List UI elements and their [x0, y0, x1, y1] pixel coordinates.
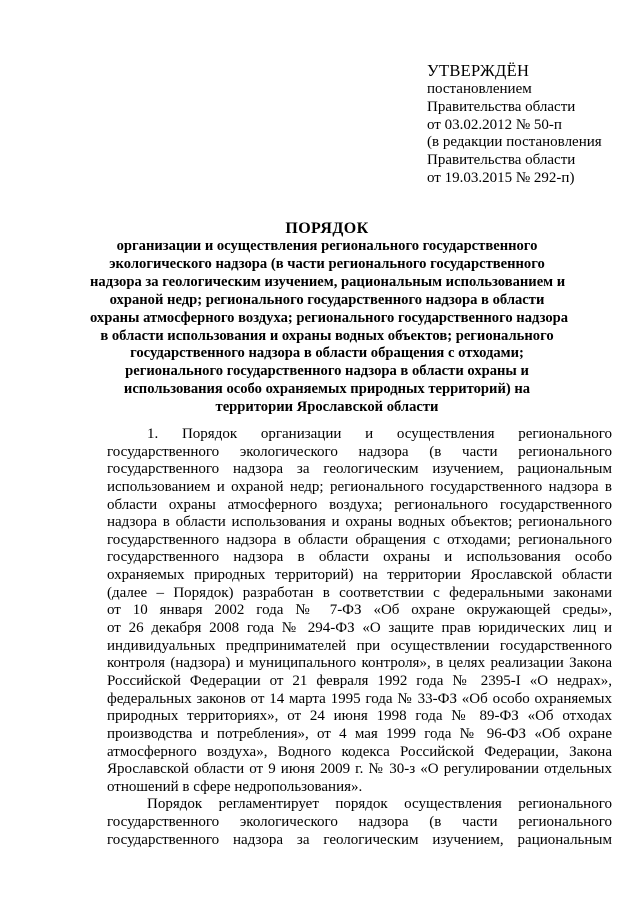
- text-line: области охраны атмосферного воздуха; регионального государственного: [107, 496, 612, 513]
- document-title-block: [90, 219, 569, 417]
- text-line: атмосферного воздуха», Водного кодекса Российской Федерации, Закона: [107, 743, 612, 760]
- text-line: Порядок регламентирует порядок осуществления регионального: [147, 796, 612, 813]
- document-subtitle-line: регионального государственного надзора в области охраны и: [125, 363, 529, 380]
- approval-heading: УТВЕРЖДЁН: [427, 61, 530, 80]
- text-line: государственного экологического надзора (в части регионального: [107, 443, 612, 460]
- document-subtitle-line: использования особо охраняемых природных территорий) на: [123, 381, 531, 398]
- document-subtitle-line: экологического надзора (в части регионального государственного: [109, 255, 545, 272]
- text-line: (далее – Порядок) разработан в соответствии с федеральными законами: [107, 584, 612, 601]
- text-line: государственного надзора за геологическим изучением, рациональным: [107, 461, 612, 478]
- approval-line: Правительства области: [427, 98, 576, 115]
- text-line: государственного экологического надзора (в части регионального: [107, 814, 612, 831]
- paragraph-1: [107, 426, 612, 796]
- text-line: государственного надзора в области охраны и использования особо: [107, 549, 612, 566]
- text-line: производства и потребления», от 4 мая 1999 года № 96-ФЗ «Об охране: [107, 725, 612, 742]
- approval-line: от 03.02.2012 № 50-п: [427, 116, 562, 133]
- text-line: Российской Федерации от 21 февраля 1992 года № 2395-I «О недрах»,: [107, 672, 612, 689]
- text-line: природных территориях», от 24 июня 1998 года № 89-ФЗ «Об отходах: [107, 708, 612, 725]
- text-line: государственного надзора в области обращения с отходами; регионального: [107, 531, 612, 548]
- approval-line: постановлением: [427, 81, 532, 97]
- document-subtitle-line: охраны атмосферного воздуха; регионального государственного надзора: [90, 309, 569, 326]
- approval-stamp: [427, 61, 627, 188]
- document-subtitle-line: территории Ярославской области: [215, 399, 439, 416]
- text-line: 1. Порядок организации и осуществления регионального: [147, 426, 612, 442]
- text-line: от 10 января 2002 года № 7-ФЗ «Об охране окружающей среды»,: [107, 602, 612, 619]
- approval-line: (в редакции постановления: [427, 134, 602, 151]
- document-title: ПОРЯДОК: [285, 220, 369, 237]
- text-line: государственного надзора за геологическим изучением, рациональным: [107, 831, 612, 848]
- paragraph-2: [107, 796, 612, 849]
- text-line: федеральных законов от 14 марта 1995 года № 33-ФЗ «Об особо охраняемых: [107, 690, 612, 707]
- text-line: от 26 декабря 2008 года № 294-ФЗ «О защите прав юридических лиц и: [107, 620, 612, 637]
- document-subtitle-line: надзора за геологическим изучением, рациональным использованием и: [90, 273, 566, 290]
- document-subtitle-line: охраной недр; регионального государственного надзора в области: [109, 291, 545, 308]
- document-subtitle-line: в области использования и охраны водных объектов; регионального: [100, 327, 554, 344]
- document-body: [107, 426, 612, 849]
- text-line: индивидуальных предпринимателей при осуществлении государственного: [107, 637, 612, 654]
- document-subtitle-line: государственного надзора в области обращения с отходами;: [130, 345, 524, 362]
- text-line: Ярославской области от 9 июня 2009 г. № 30-з «О регулировании отдельных: [107, 761, 612, 778]
- document-subtitle-line: организации и осуществления регионального государственного: [116, 238, 538, 254]
- approval-line: Правительства области: [427, 152, 576, 169]
- text-line: отношений в сфере недропользования».: [107, 778, 363, 795]
- text-line: охраняемых природных территорий) на территории Ярославской области: [107, 567, 612, 584]
- text-line: надзора в области использования и охраны водных объектов; регионального: [107, 514, 612, 531]
- approval-line: от 19.03.2015 № 292-п): [427, 169, 575, 186]
- text-line: использованием и охраной недр; регионального государственного надзора в: [107, 478, 612, 495]
- text-line: контроля (надзора) и муниципального контроля», в целях реализации Закона: [107, 655, 612, 672]
